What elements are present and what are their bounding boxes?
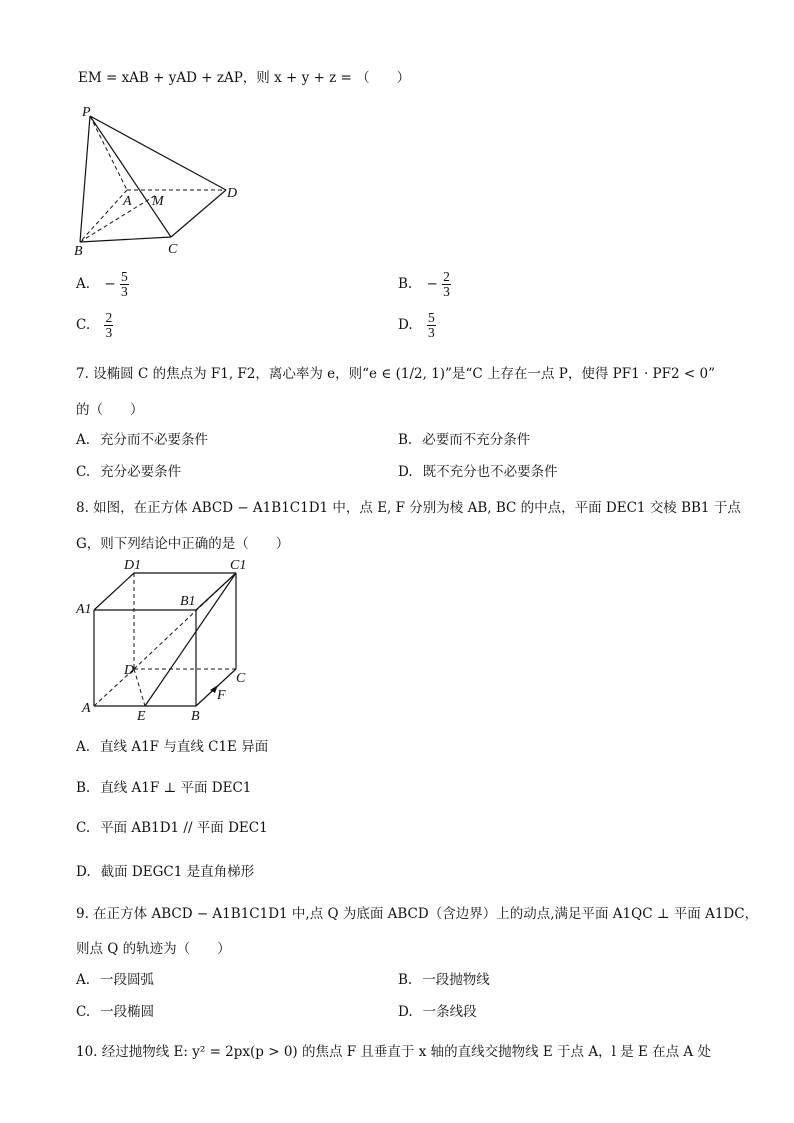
edge-CD [171, 190, 226, 237]
option-letter: D. [398, 317, 413, 334]
q6-pyramid-figure [70, 102, 250, 258]
q8-option-b[interactable]: B. 直线 A1F ⊥ 平面 DEC1 [76, 780, 252, 796]
edge-BM [80, 195, 156, 242]
label-C1: C1 [230, 558, 247, 573]
label-D: D [124, 663, 135, 678]
q7-option-b[interactable]: B. 必要而不充分条件 [398, 432, 531, 448]
q9-option-d[interactable]: D. 一条线段 [398, 1004, 477, 1020]
edge-PD [90, 116, 226, 190]
line-DE [134, 669, 145, 706]
line-EC1 [145, 573, 236, 706]
option-fraction: $\frac{2}{3}$ [105, 310, 113, 341]
option-sign: − [104, 276, 116, 293]
q6-option-a[interactable] [76, 270, 129, 299]
q9-option-a[interactable]: A. 一段圆弧 [76, 972, 155, 988]
label-C: C [236, 671, 246, 686]
q7-stem-line2: 的（ ） [76, 402, 144, 418]
label-A: A [123, 194, 132, 209]
label-P: P [82, 105, 91, 120]
q9-option-b[interactable]: B. 一段抛物线 [398, 972, 490, 988]
q7-stem-line1: 7. 设椭圆 C 的焦点为 F1, F2，离心率为 e，则“e ∈ (1/2, 1)”是“C 上存在一点 P，使得 PF1 · PF2 < 0” [76, 366, 715, 382]
q10-stem-line1: 10. 经过抛物线 E: y² = 2px(p > 0) 的焦点 F 且垂直于 x 轴的直线交抛物线 E 于点 A，l 是 E 在点 A 处 [76, 1044, 711, 1060]
edge-AB [80, 190, 127, 242]
label-A: A [82, 701, 91, 716]
q7-option-c[interactable]: C. 充分必要条件 [76, 464, 182, 480]
label-F: F [217, 688, 226, 703]
q6-option-d[interactable] [398, 311, 436, 340]
q8-option-a[interactable]: A. 直线 A1F 与直线 C1E 异面 [76, 739, 269, 755]
q6-option-c[interactable] [76, 311, 113, 340]
q8-option-d[interactable]: D. 截面 DEGC1 是直角梯形 [76, 864, 255, 880]
label-B1: B1 [180, 594, 196, 609]
q8-cube-figure [72, 556, 262, 726]
option-letter: A. [76, 276, 91, 293]
edge-BC [80, 237, 171, 242]
q7-option-a[interactable]: A. 充分而不必要条件 [76, 432, 209, 448]
line-DC1 [134, 573, 236, 669]
edge-A1D1 [94, 573, 134, 610]
q6-option-b[interactable] [398, 270, 451, 299]
label-D1: D1 [124, 558, 142, 573]
q7-option-d[interactable]: D. 既不充分也不必要条件 [398, 464, 558, 480]
q8-option-c[interactable]: C. 平面 AB1D1 // 平面 DEC1 [76, 820, 268, 836]
label-A1: A1 [76, 602, 92, 617]
q9-stem-line2: 则点 Q 的轨迹为（ ） [76, 941, 231, 957]
option-fraction: $\frac{5}{3}$ [120, 269, 128, 300]
edge-PA [90, 116, 127, 190]
option-fraction: $\frac{2}{3}$ [443, 269, 450, 300]
edge-PB [80, 116, 90, 242]
q6-condition [78, 66, 410, 86]
q9-stem-line1: 9. 在正方体 ABCD − A1B1C1D1 中,点 Q 为底面 ABCD（含边界）上的动点,满足平面 A1QC ⊥ 平面 A1DC， [76, 906, 759, 922]
q9-option-c[interactable]: C. 一段椭圆 [76, 1004, 155, 1020]
option-sign: − [426, 276, 438, 293]
label-M: M [152, 194, 164, 209]
label-E: E [137, 709, 146, 724]
option-fraction: $\frac{5}{3}$ [427, 310, 435, 341]
label-D: D [227, 186, 238, 201]
q8-stem-line1: 8. 如图，在正方体 ABCD − A1B1C1D1 中，点 E, F 分别为棱 AB, BC 的中点，平面 DEC1 交棱 BB1 于点 [76, 500, 741, 516]
edge-PC [90, 116, 171, 237]
label-C: C [168, 242, 178, 257]
label-B: B [74, 244, 83, 258]
option-letter: B. [398, 276, 413, 293]
q6-condition-text: EM = xAB + yAD + zAP，则 x + y + z = （ ） [78, 70, 411, 86]
option-letter: C. [76, 317, 91, 334]
q8-stem-line2: G，则下列结论中正确的是（ ） [76, 536, 290, 552]
label-B: B [191, 709, 200, 724]
